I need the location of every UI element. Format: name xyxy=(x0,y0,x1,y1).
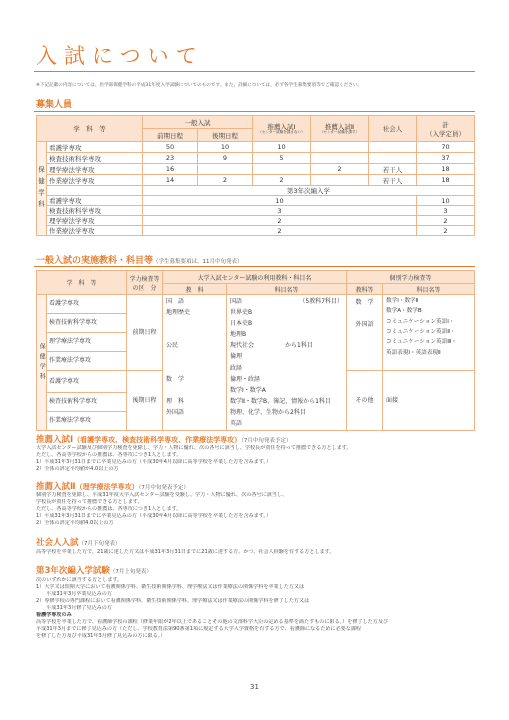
recruit-category: 保健学科 xyxy=(37,142,47,236)
title-divider xyxy=(34,71,475,72)
subjects-header-center: 大学入試センター試験の利用教科・科目名 xyxy=(163,271,347,284)
subjects-header-individual: 個別学力検査等 xyxy=(347,271,475,284)
subjects-heading: 一般入試の実施教科・科目等（学生募集要項は、11月中旬発表） xyxy=(36,256,243,266)
center-choice-note: （5教科7科目） xyxy=(299,298,344,305)
table-row xyxy=(37,206,475,216)
rec1-body xyxy=(36,445,476,473)
transfer-heading: 第3年次編入学試験（7月上旬発表） xyxy=(36,566,152,576)
subjects-dept-name: 看護学専攻 xyxy=(47,295,127,314)
table-row xyxy=(37,186,475,196)
transfer-line: 2）専修学校の専門課程において看護関係学科、衛生技術関係学科、理学療法又は作業療法の関係学科を修了した方又は xyxy=(36,598,310,605)
recruit-early-value: 16 xyxy=(143,164,198,175)
subjects-late-label: 後期日程 xyxy=(127,371,163,431)
table-row xyxy=(37,153,475,164)
transfer-line: 次のいずれかに該当する方とします。 xyxy=(36,577,123,583)
subjects-ind-early-subject: 数 学 外国語 xyxy=(347,295,383,371)
recruit-dept-name: 理学療法学専攻 xyxy=(47,216,143,226)
rec1-line: ただし、各高等学校からの推薦は、各専攻につき1人とします。 xyxy=(36,452,182,459)
rec1-line: 大学入試センター試験及び個別学力検査を免除し、学力・人物に優れ、次の各号に該当し、学校長が責任を持って推薦できる方とします。 xyxy=(36,445,352,451)
center-course-list: 国語 世界史B 日本史B 地理B 現代社会 倫理 政経 倫理・政経 数学Ⅰ・数学A 数学Ⅱ・数学B、簿記、情報から1科目 物理、化学、生物から2科目 英語 xyxy=(230,298,331,428)
recruit-transfer-value: 2 xyxy=(143,226,417,236)
recruit-dept-name: 検査技術科学専攻 xyxy=(47,206,143,216)
subjects-table xyxy=(36,270,475,431)
rec2-heading: 推薦入試Ⅱ（理学療法学専攻）（7月中旬発表予定） xyxy=(36,482,189,492)
recruit-rec2-value xyxy=(311,175,369,186)
recruit-rec1-value: 5 xyxy=(253,153,311,164)
adult-heading: 社会人入試（7月下旬発表） xyxy=(36,538,121,548)
transfer-line: 平成31年3月修了見込みの方 xyxy=(36,605,112,612)
recruit-dept-name: 作業療法学専攻 xyxy=(47,175,143,186)
recruit-rec1-value xyxy=(253,164,311,175)
recruit-rec1-value: 10 xyxy=(253,142,311,153)
recruit-dept-name: 看護学専攻 xyxy=(47,196,143,206)
recruit-rec1-value: 2 xyxy=(253,175,311,186)
subjects-ind-late-course: 面接 xyxy=(383,371,475,431)
rec2-body xyxy=(36,492,476,527)
transfer-line: 平成31年3月卒業見込みの方 xyxy=(36,591,112,598)
subjects-header-ind-course: 科目名等 xyxy=(383,284,475,295)
rec2-line: ただし、各高等学校からの推薦は、各専攻につき1人とします。 xyxy=(36,506,182,513)
rec2-line: 学校長が責任を持って推薦できる方とします。 xyxy=(36,499,143,506)
recruit-divider xyxy=(34,111,475,112)
recruit-header-adult: 社会人 xyxy=(369,116,417,142)
adult-body xyxy=(36,549,476,556)
recruit-transfer-label: 第3年次編入学 xyxy=(143,186,475,196)
subjects-header-dept: 学 科 等 xyxy=(37,271,127,295)
recruit-transfer-value: 3 xyxy=(143,206,417,216)
subjects-dept-name: 理学療法学専攻 xyxy=(47,333,127,352)
page-title: 入試について xyxy=(36,44,204,68)
subjects-center-courses xyxy=(227,295,347,431)
subjects-dept-name: 作業療法学専攻 xyxy=(47,352,127,371)
rec1-line: 2）全体の評定平均値が4.0以上の方 xyxy=(36,466,119,473)
subjects-center-subjects: 国 語 地理歴史 公民 数 学 理 科 外国語 xyxy=(163,295,227,431)
subjects-ind-late-subject: その他 xyxy=(347,371,383,431)
table-row xyxy=(37,295,475,314)
recruit-dept-name: 作業療法学専攻 xyxy=(47,226,143,236)
subjects-dept-name: 看護学専攻 xyxy=(47,371,127,393)
center-choice-note-2: から1科目 xyxy=(285,342,313,349)
subjects-ind-early-courses: 数学Ⅰ・数学Ⅱ 数学A・数学B コミュニケーション英語Ⅰ・ コミュニケーション英語Ⅱ・ コミュニケーション英語Ⅲ・ 英語表現Ⅰ・英語表現Ⅱ xyxy=(383,295,475,371)
rec1-heading: 推薦入試Ⅰ（看護学専攻、検査技術科学専攻、作業療法学専攻）（7月中旬発表予定） xyxy=(36,435,292,445)
subjects-dept-name: 検査技術科学専攻 xyxy=(47,314,127,333)
table-row xyxy=(37,175,475,186)
rec2-line: 1）平成31年3月31日までに卒業見込みの方（平成30年4月以降に高等学校を卒業した方を含みます。） xyxy=(36,513,272,520)
subjects-dept-name: 検査技術科学専攻 xyxy=(47,393,127,412)
page-number: 31 xyxy=(250,683,259,691)
recruit-rec2-value xyxy=(311,153,369,164)
recruit-adult-value: 若干人 xyxy=(369,175,417,186)
recruit-total-value: 2 xyxy=(417,216,475,226)
recruit-adult-value: 若干人 xyxy=(369,164,417,175)
transfer-sub-heading: 看護学専攻のみ xyxy=(36,612,72,619)
subjects-category: 保健学科 xyxy=(37,295,47,431)
recruit-total-value: 37 xyxy=(417,153,475,164)
table-row xyxy=(37,196,475,206)
table-row xyxy=(37,164,475,175)
recruit-late-value: 10 xyxy=(198,142,253,153)
recruit-header-early: 前期日程 xyxy=(143,129,198,142)
transfer-line: 1）大学又は短期大学において看護関係学科、衛生技術関係学科、理学療法又は作業療法の関係学科を卒業した方又は xyxy=(36,584,305,591)
transfer-body xyxy=(36,577,476,640)
subjects-header-ind-subject: 教科等 xyxy=(347,284,383,295)
subjects-header-division: 学力検査等の区 分 xyxy=(127,271,163,295)
recruit-header-rec2: 推薦入試Ⅱ （センター試験を課す） xyxy=(311,116,369,142)
table-row xyxy=(37,226,475,236)
rec2-line: 個別学力検査を免除し、平成31年度大学入試センター試験を受験し、学力・人物に優れ、次の各号に該当し、 xyxy=(36,492,288,498)
table-row xyxy=(37,142,475,153)
recruit-header-general: 一般入試 xyxy=(143,116,253,129)
recruit-dept-name: 看護学専攻 xyxy=(47,142,143,153)
recruit-total-value: 10 xyxy=(417,196,475,206)
transfer-sub-line: を修了した方及び平成31年3月修了見込みの方に限る。） xyxy=(36,633,166,640)
subjects-early-label: 前期日程 xyxy=(127,295,163,371)
recruit-dept-name: 検査技術科学専攻 xyxy=(47,153,143,164)
recruit-header-late: 後期日程 xyxy=(198,129,253,142)
subjects-header-subject: 教 科 xyxy=(163,284,227,295)
recruit-total-value: 2 xyxy=(417,226,475,236)
recruit-early-value: 23 xyxy=(143,153,198,164)
subjects-dept-name: 作業療法学専攻 xyxy=(47,412,127,431)
recruit-total-value: 3 xyxy=(417,206,475,216)
recruit-total-value: 18 xyxy=(417,164,475,175)
rec2-line: 2）全体の評定平均値4.0以上の方 xyxy=(36,520,114,527)
recruit-header-rec1: 推薦入試Ⅰ （センター試験を課さない） xyxy=(253,116,311,142)
recruit-late-value: 9 xyxy=(198,153,253,164)
recruit-header-dept: 学 科 等 xyxy=(37,116,143,142)
table-row xyxy=(37,216,475,226)
recruit-total-value: 18 xyxy=(417,175,475,186)
adult-line: 高等学校を卒業した方で、21歳に達した方又は平成31年3月31日までに21歳に達する方、かつ、社会人経験を有する方とします。 xyxy=(36,549,335,555)
recruit-adult-value xyxy=(369,142,417,153)
recruit-adult-value xyxy=(369,153,417,164)
recruit-dept-name: 理学療法学専攻 xyxy=(47,164,143,175)
recruit-header-total: 計 （入学定員） xyxy=(417,116,475,142)
recruit-table xyxy=(36,115,475,236)
subjects-header-course: 科目名等 xyxy=(227,284,347,295)
recruit-early-value: 50 xyxy=(143,142,198,153)
recruit-total-value: 70 xyxy=(417,142,475,153)
recruit-rec2-value: 2 xyxy=(311,164,369,175)
recruit-late-value: 2 xyxy=(198,175,253,186)
recruit-transfer-value: 10 xyxy=(143,196,417,206)
recruit-transfer-value: 2 xyxy=(143,216,417,226)
rec1-line: 1）平成31年3月31日までに卒業見込みの方（平成30年4月以降に高等学校を卒業した方を含みます。） xyxy=(36,459,272,466)
recruit-rec2-value xyxy=(311,142,369,153)
transfer-sub-line: 平成31年3月までに修了見込みの方（ただし、学校教育法第90条第1項に規定する大学入学資格を有する方で、看護師になるために必要な課程 xyxy=(36,626,361,633)
subjects-divider xyxy=(34,266,475,267)
intro-note: ※下記記載の内容については、医学部保健学科の平成31年度入学試験についてのものです。また、詳細については、必ず各学生募集要項等でご確認ください。 xyxy=(36,83,363,88)
recruit-late-value xyxy=(198,164,253,175)
recruit-early-value: 14 xyxy=(143,175,198,186)
recruit-heading: 募集人員 xyxy=(36,100,73,110)
transfer-sub-line: 高等学校を卒業した方で、看護師学校の課程（修業年限が2年以上であることその他の文部科学大臣の定める基準を満たすものに限る。）を修了した方及び xyxy=(36,619,389,626)
